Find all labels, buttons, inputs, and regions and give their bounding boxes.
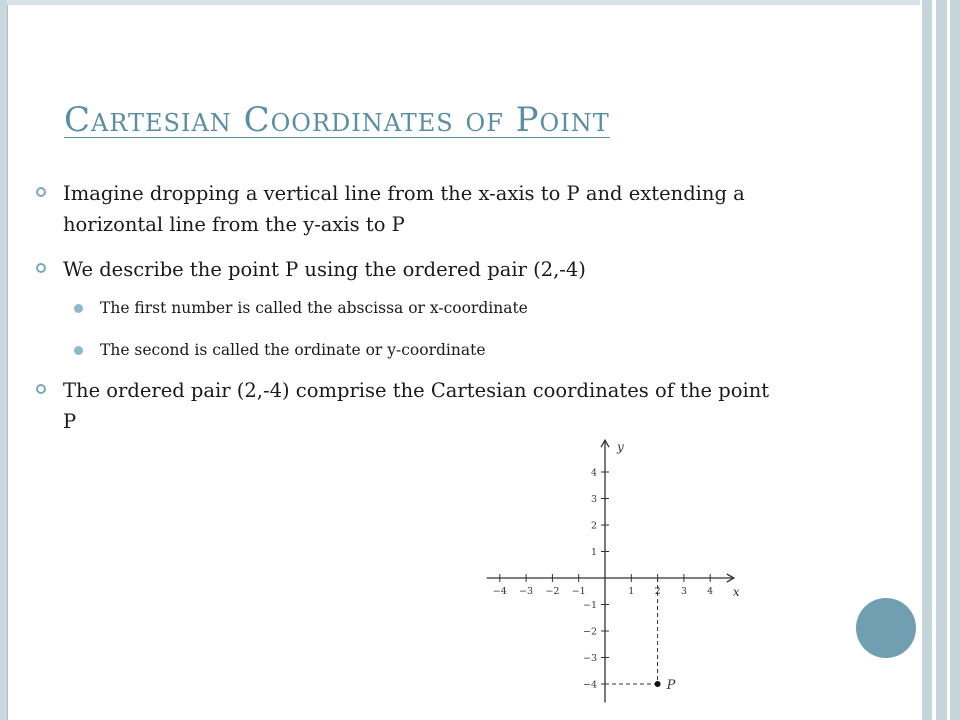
- point-p: [655, 681, 661, 687]
- y-tick-label: 4: [590, 467, 597, 479]
- decorative-stripes: [920, 0, 960, 720]
- sub-bullet-dot-icon: [74, 346, 83, 355]
- y-tick-label: −1: [582, 600, 597, 611]
- y-axis-label: y: [617, 440, 624, 455]
- bullet-ring-icon: [36, 187, 46, 197]
- bullet-text: Imagine dropping a vertical line from the x-axis to P and extending a horizontal line from the y-axis to P: [63, 182, 745, 236]
- y-tick-label: −2: [582, 626, 597, 638]
- y-tick-label: 1: [590, 547, 597, 558]
- slide-title: Cartesian Coordinates of Point: [64, 100, 610, 140]
- sub-bullet-dot-icon: [74, 304, 83, 313]
- bullet-text: The ordered pair (2,-4) comprise the Cartesian coordinates of the point P: [63, 379, 770, 433]
- x-axis-label: x: [732, 585, 740, 599]
- point-label: P: [666, 678, 676, 693]
- decorative-circle: [856, 598, 916, 658]
- x-tick-label: 4: [707, 586, 714, 597]
- x-tick-label: −1: [571, 586, 586, 597]
- slide-frame-top: [7, 0, 920, 5]
- bullet-item: [36, 375, 783, 437]
- sub-bullet-item: [100, 297, 836, 319]
- sub-bullet-item: [100, 339, 836, 361]
- bullet-list: [36, 178, 836, 451]
- y-tick-label: 3: [590, 494, 597, 505]
- x-tick-label: −4: [492, 586, 507, 597]
- bullet-ring-icon: [36, 263, 46, 273]
- sub-bullet-text: The second is called the ordinate or y-coordinate: [100, 341, 486, 359]
- bullet-item: [36, 254, 836, 285]
- x-tick-label: 3: [680, 586, 687, 597]
- slide-frame-left: [0, 0, 8, 720]
- x-tick-label: 2: [654, 586, 661, 597]
- y-tick-label: −4: [582, 679, 597, 691]
- sub-bullet-text: The first number is called the abscissa or x-coordinate: [100, 299, 528, 317]
- bullet-item: [36, 178, 836, 240]
- y-tick-label: 2: [590, 520, 597, 532]
- y-tick-label: −3: [582, 653, 597, 664]
- x-tick-label: 1: [628, 586, 635, 597]
- x-tick-label: −3: [519, 586, 534, 597]
- x-tick-label: −2: [545, 586, 560, 597]
- bullet-text: We describe the point P using the ordered pair (2,-4): [63, 258, 586, 281]
- coordinate-plot: [467, 434, 767, 720]
- bullet-ring-icon: [36, 384, 46, 394]
